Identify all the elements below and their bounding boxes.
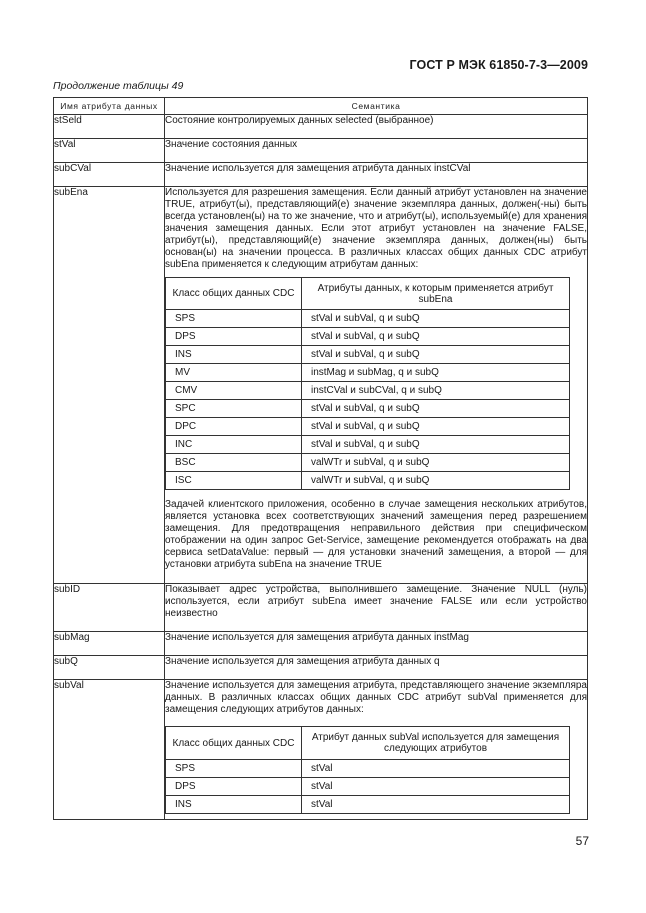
- inner-header-cdc: Класс общих данных CDC: [166, 278, 302, 310]
- inner-row: [166, 364, 570, 382]
- cdc-subval-table: [165, 726, 570, 814]
- attribute-name: subVal: [54, 680, 165, 820]
- cdc-attributes: stVal и subVal, q и subQ: [302, 310, 570, 328]
- attribute-semantics: [165, 187, 588, 584]
- semantics-intro: Используется для разрешения замещения. Если данный атрибут установлен на значение TRUE, атрибут(ы), представляющий(е) значение экземпляра данных, должен(-ны) быть всегда установлен(ы) на то же значение, что и атрибут(ы), используемый(е) для хранения значения замещения данных. Если этот атрибут установлен на значение FALSE, атрибут(ы), представляющий(е) значение экземпляра данных, должен(ны) быть основан(ы) на значении процесса. В различных классах общих данных CDC атрибут subEna применяется к следующим атрибутам данных:: [165, 187, 587, 270]
- semantics-intro: Значение используется для замещения атрибута, представляющего значение экземпляра данных. В различных классах общих данных CDC атрибут subVal применяется для замещения следующих атрибутов данных:: [165, 680, 587, 715]
- inner-row: [166, 310, 570, 328]
- cdc-attributes: instCVal и subCVal, q и subQ: [302, 382, 570, 400]
- page-number: 57: [575, 834, 589, 848]
- inner-row: [166, 382, 570, 400]
- inner-row: [166, 436, 570, 454]
- column-header-name: Имя атрибута данных: [54, 98, 165, 115]
- inner-row: [166, 760, 570, 778]
- cdc-class: SPS: [166, 760, 302, 778]
- cdc-attributes: stVal: [302, 760, 570, 778]
- table-row: [54, 656, 588, 680]
- cdc-attributes: stVal: [302, 796, 570, 814]
- table-row: [54, 187, 588, 584]
- cdc-class: DPC: [166, 418, 302, 436]
- attribute-name: stVal: [54, 139, 165, 163]
- column-header-semantics: Семантика: [165, 98, 588, 115]
- attribute-name: subMag: [54, 632, 165, 656]
- table-row: [54, 163, 588, 187]
- attribute-table: [53, 97, 588, 820]
- semantics-outro: Задачей клиентского приложения, особенно в случае замещения нескольких атрибутов, является установка всех соответствующих значений замещения перед разрешением замещения. Для предотвращения неправильного действия при специфическом отображении на один запрос Get-Service, замещение рекомендуется отображать на два сервиса setDataValue: первый — для установки значений замещения, а второй — для установки атрибута subEna на значение TRUE: [165, 499, 587, 570]
- cdc-attributes: stVal и subVal, q и subQ: [302, 328, 570, 346]
- attribute-semantics: Значение используется для замещения атрибута данных instCVal: [165, 163, 588, 187]
- attribute-semantics: Показывает адрес устройства, выполнившего замещение. Значение NULL (нуль) используется, если атрибут subEna имеет значение FALSE или если устройство неизвестно: [165, 584, 588, 632]
- cdc-attributes: stVal и subVal, q и subQ: [302, 436, 570, 454]
- table-row: [54, 139, 588, 163]
- inner-header-attributes: Атрибут данных subVal используется для замещения следующих атрибутов: [302, 727, 570, 760]
- document-standard-header: ГОСТ Р МЭК 61850-7-3—2009: [409, 58, 588, 72]
- attribute-semantics: Состояние контролируемых данных selected (выбранное): [165, 115, 588, 139]
- inner-header-row: [166, 278, 570, 310]
- cdc-class: INS: [166, 796, 302, 814]
- cdc-class: SPS: [166, 310, 302, 328]
- table-row: [54, 680, 588, 820]
- inner-row: [166, 400, 570, 418]
- cdc-attributes: stVal и subVal, q и subQ: [302, 400, 570, 418]
- cdc-class: MV: [166, 364, 302, 382]
- attribute-name: subID: [54, 584, 165, 632]
- inner-header-cdc: Класс общих данных CDC: [166, 727, 302, 760]
- cdc-attributes: instMag и subMag, q и subQ: [302, 364, 570, 382]
- inner-row: [166, 796, 570, 814]
- table-caption: Продолжение таблицы 49: [53, 80, 184, 92]
- cdc-class: BSC: [166, 454, 302, 472]
- table-header-row: [54, 98, 588, 115]
- attribute-name: subQ: [54, 656, 165, 680]
- inner-header-row: [166, 727, 570, 760]
- cdc-attributes: stVal и subVal, q и subQ: [302, 418, 570, 436]
- inner-row: [166, 328, 570, 346]
- attribute-name: stSeld: [54, 115, 165, 139]
- inner-header-attributes: Атрибуты данных, к которым применяется атрибут subEna: [302, 278, 570, 310]
- inner-row: [166, 454, 570, 472]
- cdc-class: INS: [166, 346, 302, 364]
- attribute-semantics: [165, 680, 588, 820]
- cdc-attributes: stVal и subVal, q и subQ: [302, 346, 570, 364]
- table-row: [54, 584, 588, 632]
- cdc-attributes: stVal: [302, 778, 570, 796]
- cdc-class: INC: [166, 436, 302, 454]
- attribute-semantics: Значение используется для замещения атрибута данных q: [165, 656, 588, 680]
- inner-row: [166, 778, 570, 796]
- cdc-class: CMV: [166, 382, 302, 400]
- inner-row: [166, 346, 570, 364]
- attribute-semantics: Значение состояния данных: [165, 139, 588, 163]
- cdc-attributes: valWTr и subVal, q и subQ: [302, 472, 570, 490]
- table-row: [54, 632, 588, 656]
- attribute-name: subCVal: [54, 163, 165, 187]
- cdc-subena-table: [165, 277, 570, 490]
- inner-row: [166, 472, 570, 490]
- cdc-class: SPC: [166, 400, 302, 418]
- table-row: [54, 115, 588, 139]
- cdc-class: DPS: [166, 328, 302, 346]
- attribute-semantics: Значение используется для замещения атрибута данных instMag: [165, 632, 588, 656]
- cdc-class: DPS: [166, 778, 302, 796]
- inner-row: [166, 418, 570, 436]
- cdc-class: ISC: [166, 472, 302, 490]
- cdc-attributes: valWTr и subVal, q и subQ: [302, 454, 570, 472]
- attribute-name: subEna: [54, 187, 165, 584]
